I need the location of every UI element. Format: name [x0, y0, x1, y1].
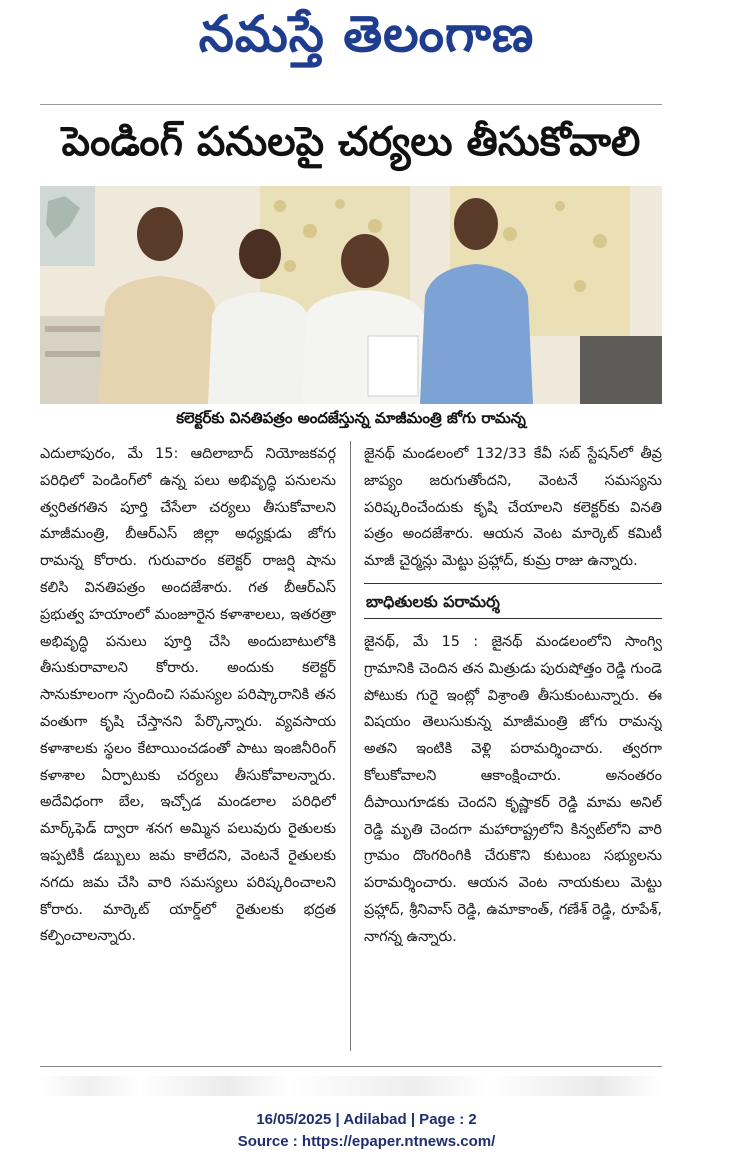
- masthead-title: నమస్తే తెలంగాణ: [198, 4, 535, 63]
- sub-headline: బాధితులకు పరామర్శ: [364, 583, 662, 619]
- article-paragraph: ఎదులాపురం, మే 15: ఆదిలాబాద్ నియోజకవర్గ పరిధిలో పెండింగ్‌లో ఉన్న పలు అభివృద్ధి పనులను త్వరితగతిన పూర్తి చేసేలా చర్యలు తీసుకోవాలని మాజీమంత్రి, బీఆర్‌ఎస్ జిల్లా అధ్యక్షుడు జోగు రామన్న కోరారు. గురువారం కలెక్టర్ రాజర్షి షాను కలిసి వినతిపత్రం అందజేశారు. గత బీఆర్‌ఎస్ ప్రభుత్వ హయాంలో మంజూరైన కళాశాలలు, ఇతరత్రా అభివృద్ధి పనులు పూర్తి చేసి అందుబాటులోకి తీసుకురావాలని కోరారు. అందుకు కలెక్టర్ సానుకూలంగా స్పందించి సమస్యల పరిష్కారానికి తన వంతుగా కృషి చేస్తానని పేర్కొన్నారు. వ్యవసాయ కళాశాలకు స్థలం కేటాయించడంతో పాటు ఇంజినీరింగ్ కళాశాల ఏర్పాటుకు చర్యలు తీసుకోవాలన్నారు. అదేవిధంగా బేల, ఇచ్చోడ మండలాల పరిధిలో మార్క్‌ఫెడ్ ద్వారా శనగ అమ్మిన పలువురు రైతులకు ఇప్పటికీ డబ్బులు జమ కాలేదని, వెంటనే రైతులకు నగదు జమ చేసి వారి సమస్యలు పరిష్కరించాలని కోరారు. మార్కెట్ యార్డ్‌లో రైతులకు భద్రత కల్పించాలన్నారు.: [40, 446, 336, 945]
- footer-date-line: 16/05/2025 | Adilabad | Page : 2: [256, 1111, 477, 1128]
- news-photo: [40, 186, 662, 404]
- masthead: [0, 0, 733, 80]
- photo-caption: కలెక్టర్‌కు వినతిపత్రం అందజేస్తున్న మాజీమంత్రి జోగు రామన్న: [176, 409, 526, 427]
- cropped-next-article: [40, 1076, 662, 1096]
- article-column-2: [364, 441, 662, 1053]
- column-divider: [350, 441, 351, 1051]
- bottom-divider: [40, 1066, 662, 1067]
- headline: పెండింగ్ పనులపై చర్యలు తీసుకోవాలి: [61, 119, 641, 165]
- article-paragraph: జైనథ్, మే 15 : జైనథ్ మండలంలోని సాంగ్వి గ్రామానికి చెందిన తన మిత్రుడు పురుషోత్తం రెడ్డి గుండె పోటుకు గురై ఇంట్లో విశ్రాంతి తీసుకుంటున్నారు. ఈ విషయం తెలుసుకున్న మాజీమంత్రి జోగు రామన్న అతని ఇంటికి వెళ్లి పరామర్శించారు. త్వరగా కోలుకోవాలని ఆకాంక్షించారు. అనంతరం దీపాయిగూడకు చెందని కృష్ణాకర్ రెడ్డి మామ అనిల్ రెడ్డి మృతి చెందగా మహారాష్ట్రలోని కిన్వట్‌లోని వారి గ్రామం దొంగరింగికి చేరుకొని కుటుంబ సభ్యులను పరామర్శించారు. ఆయన వెంట నాయకులు మెట్టు ప్రహ్లాద్, శ్రీనివాస్ రెడ్డి, ఉమాకాంత్, గణేశ్ రెడ్డి, రూపేశ్, నాగన్న ఉన్నారు.: [364, 633, 662, 945]
- article-paragraph: జైనథ్ మండలంలో 132/33 కేవీ సబ్ స్టేషన్‌లో తీవ్ర జాప్యం జరుగుతోందని, వెంటనే సమస్యను పరిష్కరించేందుకు కృషి చేయాలని కలెక్టర్‌కు వినతి పత్రం అందజేశారు. ఆయన వెంట మార్కెట్ కమిటీ మాజీ చైర్మన్లు మెట్టు ప్రహ్లాద్, కుమ్ర రాజు ఉన్నారు.: [364, 446, 662, 570]
- photo-illustration: [40, 186, 662, 404]
- top-divider: [40, 104, 662, 105]
- footer-source-line: Source : https://epaper.ntnews.com/: [237, 1133, 496, 1150]
- article-column-1: [40, 441, 336, 1053]
